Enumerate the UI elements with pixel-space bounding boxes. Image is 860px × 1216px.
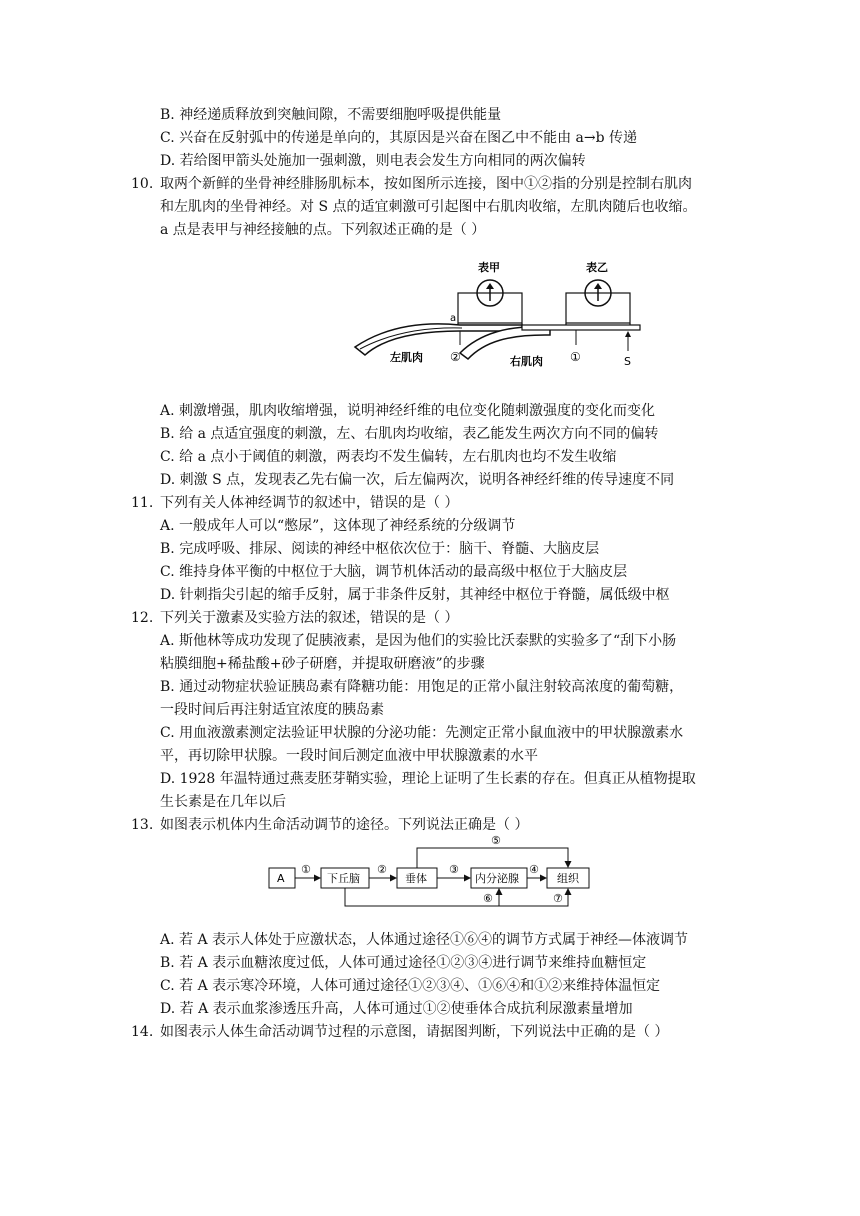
box-pituitary-label: 垂体 [405,872,427,885]
q10-option-b: B. 给 a 点适宜强度的刺激，左、右肌肉均收缩，表乙能发生两次方向不同的偏转 [160,426,659,442]
q10-stem-line-3: a 点是表甲与神经接触的点。下列叙述正确的是（ ） [160,222,486,238]
q9-option-c: C. 兴奋在反射弧中的传递是单向的，其原因是兴奋在图乙中不能由 a→b 传递 [160,130,638,146]
q10-option-a: A. 刺激增强，肌肉收缩增强，说明神经纤维的电位变化随刺激强度的变化而变化 [160,403,656,419]
q11-option-c: C. 维持身体平衡的中枢位于大脑，调节机体活动的最高级中枢位于大脑皮层 [160,564,628,580]
point-a-label: a [450,313,457,324]
meter-b-arrow-icon [594,283,602,289]
meter-b-label: 表乙 [586,261,608,274]
box-a-label: A [277,872,285,885]
q13-number: 13. [131,817,154,833]
q13-stem: 如图表示机体内生命活动调节的途径。下列说法正确是（ ） [160,817,529,833]
meter-a-label: 表甲 [478,261,500,274]
q13-option-b: B. 若 A 表示血糖浓度过低，人体可通过途径①②③④进行调节来维持血糖恒定 [160,955,647,971]
q13-option-c: C. 若 A 表示寒冷环境，人体可通过途径①②③④、①⑥④和①②来维持体温恒定 [160,978,661,994]
nerve-2-label: ② [450,350,461,364]
q12-option-a-line-2: 粘膜细胞+稀盐酸+砂子研磨，并提取研磨液”的步骤 [160,656,485,672]
q12-option-c-line-1: C. 用血液激素测定法验证甲状腺的分泌功能：先测定正常小鼠血液中的甲状腺激素水 [160,725,684,741]
q10-option-c: C. 给 a 点小于阈值的刺激，两表均不发生偏转，左右肌肉也均不发生收缩 [160,449,617,465]
left-muscle-label: 左肌肉 [390,351,423,364]
box-endocrine-label: 内分泌腺 [475,872,519,885]
q11-stem: 下列有关人体神经调节的叙述中，错误的是（ ） [160,495,459,511]
q11-number: 11. [131,495,154,511]
path-6-label: ⑥ [483,892,493,905]
q14-stem: 如图表示人体生命活动调节过程的示意图，请据图判断，下列说法中正确的是（ ） [160,1024,669,1040]
nerve-fiber [522,325,640,330]
q12-option-d-line-1: D. 1928 年温特通过燕麦胚芽鞘实验，理论上证明了生长素的存在。但真正从植物提取 [160,771,696,787]
path-5-label: ⑤ [491,834,501,847]
point-s-label: S [624,355,631,368]
q13-figure-regulation-pathway [265,828,605,914]
box-tissue-label: 组织 [557,872,579,885]
q13-option-a: A. 若 A 表示人体处于应激状态，人体通过途径①⑥④的调节方式属于神经—体液调节 [160,932,689,948]
nerve-1-label: ① [570,350,581,364]
q9-option-b: B. 神经递质释放到突触间隙，不需要细胞呼吸提供能量 [160,107,502,123]
q12-option-b-line-2: 一段时间后再注射适宜浓度的胰岛素 [160,702,384,718]
q12-option-c-line-2: 平，再切除甲状腺。一段时间后测定血液中甲状腺激素的水平 [160,748,538,764]
path-7-label: ⑦ [553,892,563,905]
q10-stem-line-1: 取两个新鲜的坐骨神经腓肠肌标本，按如图所示连接，图中①②指的分别是控制右肌肉 [160,176,692,192]
stimulus-arrow-icon [625,331,631,337]
box-hypothalamus-label: 下丘脑 [327,872,360,885]
q10-stem-line-2: 和左肌肉的坐骨神经。对 S 点的适宜刺激可引起图中右肌肉收缩，左肌肉随后也收缩。 [160,199,697,215]
q10-option-d: D. 刺激 S 点，发现表乙先右偏一次，后左偏两次，说明各神经纤维的传导速度不同 [160,472,675,488]
q13-option-d: D. 若 A 表示血浆渗透压升高，人体可通过①②使垂体合成抗利尿激素量增加 [160,1001,633,1017]
q12-stem: 下列关于激素及实验方法的叙述，错误的是（ ） [160,610,459,626]
path-3-label: ③ [449,863,459,876]
meter-a-arrow-icon [486,283,494,289]
q10-number: 10. [131,176,154,192]
q11-option-a: A. 一般成年人可以“憋尿”，这体现了神经系统的分级调节 [160,518,516,534]
path-1-label: ① [301,863,311,876]
q12-number: 12. [131,610,154,626]
q11-option-b: B. 完成呼吸、排尿、阅读的神经中枢依次位于：脑干、脊髓、大脑皮层 [160,541,600,557]
q14-number: 14. [131,1024,154,1040]
q9-option-d: D. 若给图甲箭头处施加一强刺激，则电表会发生方向相同的两次偏转 [160,153,586,169]
path-4-label: ④ [529,863,539,876]
q12-option-a-line-1: A. 斯他林等成功发现了促胰液素，是因为他们的实验比沃泰默的实验多了“刮下小肠 [160,633,677,649]
q10-figure-nerve-muscle [350,255,650,375]
q12-option-b-line-1: B. 通过动物症状验证胰岛素有降糖功能：用饱足的正常小鼠注射较高浓度的葡萄糖， [160,679,684,695]
q12-option-d-line-2: 生长素是在几年以后 [160,794,286,810]
q11-option-d: D. 针刺指尖引起的缩手反射，属于非条件反射，其神经中枢位于脊髓，属低级中枢 [160,587,670,603]
path-2-label: ② [377,863,387,876]
right-muscle-label: 右肌肉 [510,355,543,368]
